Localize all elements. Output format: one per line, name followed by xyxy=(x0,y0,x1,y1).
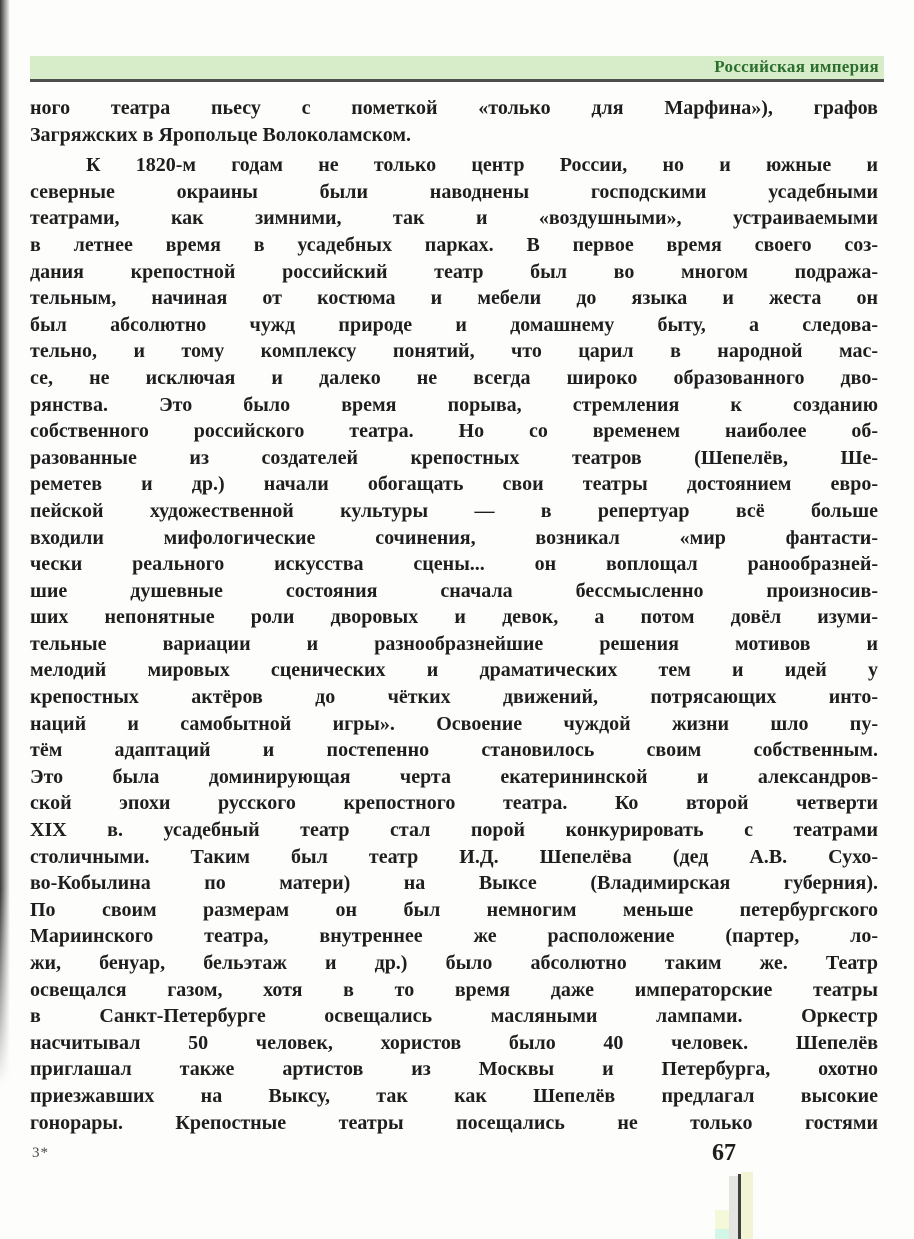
text-line: ного театра пьесу с пометкой «только для Марфина»), графов xyxy=(30,97,878,119)
text-line: освещался газом, хотя в то время даже императорские театры xyxy=(30,978,878,1001)
text-line: входили мифологические сочинения, возникал «мир фантасти- xyxy=(30,526,878,549)
text-line: шие душевные состояния сначала бессмысленно произносив- xyxy=(30,579,878,602)
text-line: Это была доминирующая черта екатерининской и александров- xyxy=(30,765,878,788)
text-line: приезжавших на Выксу, так как Шепелёв предлагал высокие xyxy=(30,1084,878,1107)
text-line: По своим размерам он был немногим меньше петербургского xyxy=(30,898,878,921)
text-line: К 1820-м годам не только центр России, но и южные и xyxy=(86,154,878,177)
text-line: в Санкт-Петербурге освещались масляными лампами. Оркестр xyxy=(30,1005,878,1028)
text-line: разованные из создателей крепостных театров (Шепелёв, Ше- xyxy=(30,446,878,469)
text-line: северные окраины были наводнены господскими усадебными xyxy=(30,180,878,203)
text-line: ших непонятные роли дворовых и девок, а потом довёл изуми- xyxy=(30,606,878,629)
text-line: в летнее время в усадебных парках. В первое время своего соз- xyxy=(30,233,878,256)
text-line: пейской художественной культуры — в репертуар всё больше xyxy=(30,499,878,522)
text-line: тельным, начиная от костюма и мебели до языка и жеста он xyxy=(30,287,878,310)
text-line: тельно, и тому комплексу понятий, что царил в народной мас- xyxy=(30,340,878,363)
signature-mark: 3* xyxy=(32,1145,49,1161)
page-gutter-shadow xyxy=(0,0,10,1085)
text-line: приглашал также артистов из Москвы и Петербурга, охотно xyxy=(30,1058,878,1081)
text-line: реметев и др.) начали обогащать свои театры достоянием евро- xyxy=(30,473,878,496)
next-page-edge-ivory xyxy=(715,1210,729,1239)
paragraph xyxy=(30,152,878,1136)
text-line: XIX в. усадебный театр стал порой конкурировать с театрами xyxy=(30,819,878,842)
paragraph xyxy=(30,95,878,148)
text-line: ской эпохи русского крепостного театра. Ко второй четверти xyxy=(30,792,878,815)
text-line: се, не исключая и далеко не всегда широко образованного дво- xyxy=(30,366,878,389)
text-line: столичными. Таким был театр И.Д. Шепелёва (дед А.В. Сухо- xyxy=(30,845,878,868)
next-page-edge-line xyxy=(738,1174,741,1239)
text-line: чески реального искусства сцены... он воплощал ранообразней- xyxy=(30,553,878,576)
text-line: крепостных актёров до чётких движений, потрясающих инто- xyxy=(30,686,878,709)
chapter-header-bar xyxy=(30,56,884,82)
text-line: мелодий мировых сценических и драматических тем и идей у xyxy=(30,659,878,682)
text-line: театрами, как зимними, так и «воздушными», устраиваемыми xyxy=(30,207,878,230)
text-line: тём адаптаций и постепенно становилось своим собственным. xyxy=(30,739,878,762)
text-line: рянства. Это было время порыва, стремления к созданию xyxy=(30,393,878,416)
text-line: гонорары. Крепостные театры посещались не только гостями xyxy=(30,1111,878,1134)
next-page-edge-yellow xyxy=(741,1172,753,1239)
next-page-edge-mint xyxy=(715,1229,732,1239)
text-line: был абсолютно чужд природе и домашнему быту, а следова- xyxy=(30,313,878,336)
text-line: Загряжских в Яропольце Волоколамском. xyxy=(30,123,411,146)
body-text xyxy=(30,95,878,1136)
chapter-title: Российская империя xyxy=(714,57,879,76)
text-line: дания крепостной российский театр был во многом подража- xyxy=(30,260,878,283)
text-line: жи, бенуар, бельэтаж и др.) было абсолютно таким же. Театр xyxy=(30,952,878,974)
text-line: насчитывал 50 человек, хористов было 40 человек. Шепелёв xyxy=(30,1031,878,1054)
text-line: во-Кобылина по матери) на Выксе (Владимирская губерния). xyxy=(30,872,878,895)
text-line: собственного российского театра. Но со временем наиболее об- xyxy=(30,420,878,443)
next-page-edge-gray xyxy=(729,1176,738,1239)
text-line: тельные вариации и разнообразнейшие решения мотивов и xyxy=(30,632,878,655)
page-number: 67 xyxy=(712,1140,736,1166)
text-line: наций и самобытной игры». Освоение чуждой жизни шло пу- xyxy=(30,712,878,735)
text-line: Мариинского театра, внутреннее же расположение (партер, ло- xyxy=(30,925,878,948)
